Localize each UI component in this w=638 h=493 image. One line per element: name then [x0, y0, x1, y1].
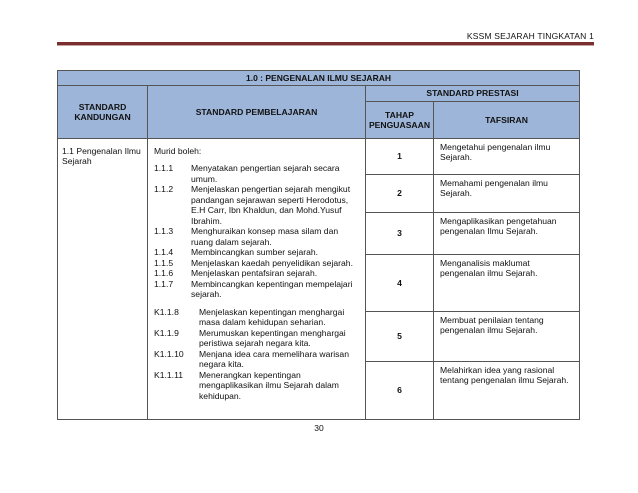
header-tahap-penguasaan: TAHAP PENGUASAAN	[366, 102, 434, 139]
tahap-1: 1	[366, 139, 434, 175]
standard-kandungan-text: 1.1 Pengenalan Ilmu Sejarah	[62, 146, 141, 167]
murid-boleh-label: Murid boleh:	[154, 146, 202, 156]
tahap-2: 2	[366, 175, 434, 213]
tahap-4: 4	[366, 255, 434, 312]
tahap-3: 3	[366, 213, 434, 255]
kemahiran-item: K1.1.8 Menjelaskan kepentingan menghargai masa dalam kehidupan seharian.	[154, 306, 345, 328]
learning-item: 1.1.5 Menjelaskan kaedah penyelidikan sejarah.	[154, 257, 353, 268]
kemahiran-item: K1.1.9 Merumuskan kepentingan menghargai peristiwa sejarah negara kita.	[154, 327, 346, 349]
kemahiran-item: K1.1.10 Menjana idea cara memelihara warisan negara kita.	[154, 348, 349, 370]
learning-item: 1.1.6 Menjelaskan pentafsiran sejarah.	[154, 268, 318, 279]
kemahiran-item: K1.1.11 Menerangkan kepentingan mengaplikasikan ilmu Sejarah dalam kehidupan.	[154, 369, 339, 401]
learning-item: 1.1.4 Membincangkan sumber sejarah.	[154, 247, 319, 258]
tafsiran-6: Melahirkan idea yang rasional tentang pengenalan ilmu Sejarah.	[434, 362, 580, 420]
tafsiran-1: Mengetahui pengenalan ilmu Sejarah.	[434, 139, 580, 175]
page-number: 30	[314, 423, 324, 433]
tahap-6: 6	[366, 362, 434, 420]
tafsiran-3: Mengaplikasikan pengetahuan pengenalan Ilmu Sejarah.	[434, 213, 580, 255]
tafsiran-2: Memahami pengenalan ilmu Sejarah.	[434, 175, 580, 213]
header-standard-kandungan: STANDARD KANDUNGAN	[58, 86, 148, 139]
header-tafsiran: TAFSIRAN	[434, 102, 580, 139]
header-rule	[57, 42, 594, 46]
header-standard-pembelajaran: STANDARD PEMBELAJARAN	[148, 86, 366, 139]
document-header: KSSM SEJARAH TINGKATAN 1	[466, 31, 594, 41]
learning-item: 1.1.3 Menghuraikan konsep masa silam dan ruang dalam sejarah.	[154, 226, 339, 247]
standard-kandungan-cell	[58, 139, 148, 420]
curriculum-table	[57, 70, 580, 420]
tahap-5: 5	[366, 312, 434, 362]
table-title: 1.0 : PENGENALAN ILMU SEJARAH	[58, 71, 580, 86]
tafsiran-4: Menganalisis maklumat pengenalan ilmu Sejarah.	[434, 255, 580, 312]
learning-item: 1.1.2 Menjelaskan pengertian sejarah mengikut pandangan sejarawan seperti Herodotus, E.H Carr, Ibn Khaldun, dan Mohd.Yusuf Ibrahim.	[154, 184, 351, 226]
standard-pembelajaran-cell	[148, 139, 366, 420]
header-standard-prestasi: STANDARD PRESTASI	[366, 86, 580, 102]
tafsiran-5: Membuat penilaian tentang pengenalan ilmu Sejarah.	[434, 312, 580, 362]
learning-item: 1.1.7 Membincangkan kepentingan mempelajari sejarah.	[154, 278, 353, 300]
learning-item: 1.1.1 Menyatakan pengertian sejarah secara umum.	[154, 163, 340, 184]
